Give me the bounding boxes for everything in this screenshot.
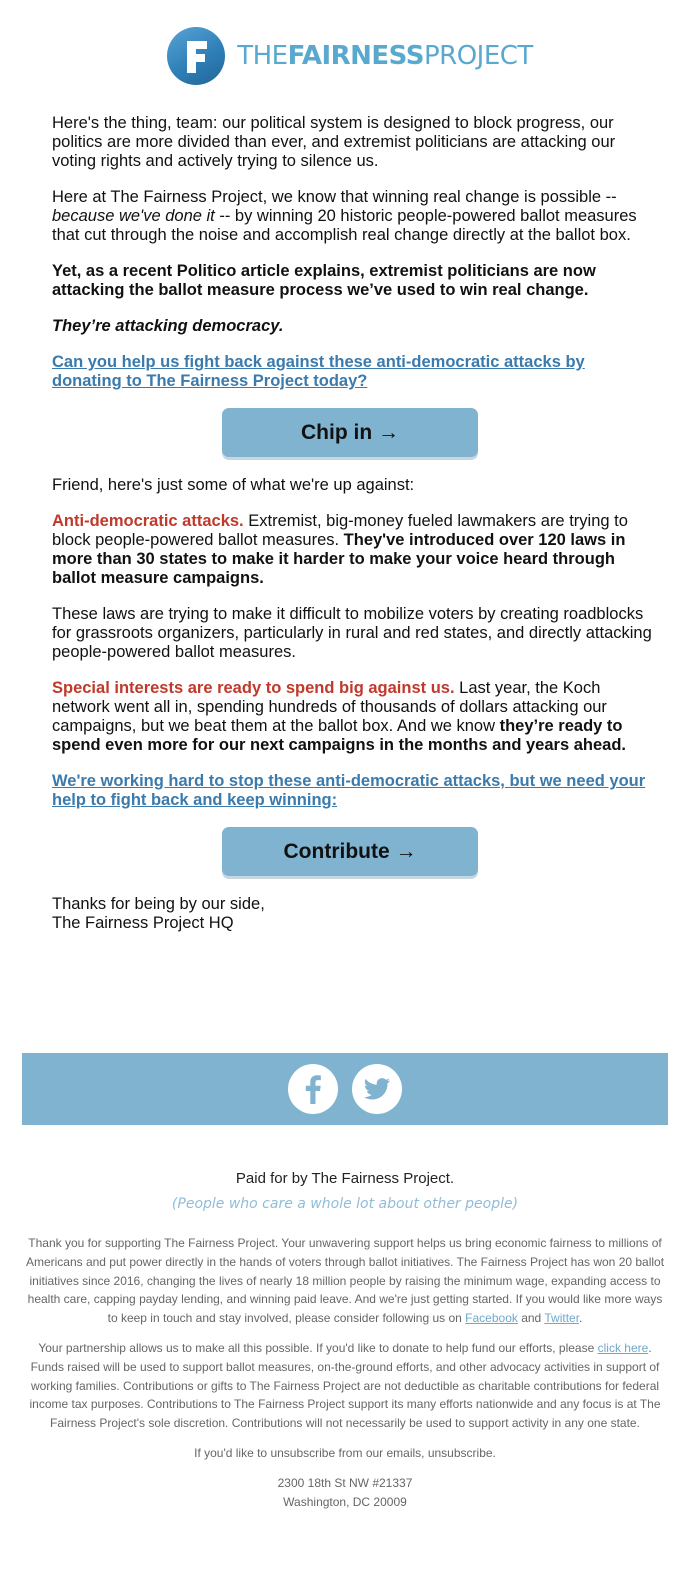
working-hard-paragraph [52, 772, 652, 810]
facebook-link[interactable]: Facebook [465, 1311, 518, 1326]
email-header [0, 0, 700, 112]
chip-in-button[interactable]: Chip in → [222, 408, 478, 457]
chip-in-wrap [0, 408, 700, 457]
up-against-paragraph: Friend, here's just some of what we're up against: [52, 476, 415, 494]
working-hard-link[interactable]: We're working hard to stop these anti-democratic attacks, but we need your help to fight back and keep winning: [52, 772, 646, 809]
twitter-icon [352, 1064, 402, 1114]
thank-you-paragraph: Thank you for supporting The Fairness Project. Your unwavering support helps us bring economic fairness to millions of Americans and put power directly in the hands of voters through ballot initiatives. The Fairness Project has won 20 ballot initiatives since 2016, changing the lives of nearly 18 million people by raising the minimum wage, expanding access to health care, capping payday lending, and winning paid leave. And we're just getting started. If you would like more ways to keep in touch and stay involved, please consider following us on Facebook and Twitter. [25, 1236, 665, 1326]
facebook-icon [288, 1064, 338, 1114]
logo-wordmark: THEFAIRNESSPROJECT [237, 41, 533, 71]
social-bar [22, 1053, 668, 1125]
twitter-link[interactable]: Twitter [544, 1311, 580, 1326]
attacking-democracy-text: They’re attacking democracy. [52, 317, 284, 335]
fairness-project-logo[interactable] [167, 27, 533, 85]
politico-paragraph: Yet, as a recent Politico article explains, extremist politicians are now attacking the ballot measure process we’ve used to win real change. [52, 262, 596, 299]
facebook-button[interactable] [288, 1064, 338, 1114]
logo-badge [167, 27, 225, 85]
fairness-paragraph: Here at The Fairness Project, we know that winning real change is possible -- because we've done it -- by winning 20 historic people-powered ballot measures that cut through the noise and accomplish real change directly at the ballot box. [52, 188, 637, 244]
donate-link-paragraph [52, 353, 652, 391]
mailing-address: 2300 18th St NW #21337 Washington, DC 20009 [277, 1475, 413, 1509]
twitter-button[interactable] [352, 1064, 402, 1114]
email-body [52, 114, 652, 950]
intro-paragraph: Here's the thing, team: our political system is designed to block progress, our politics are more divided than ever, and extremist politicians are attacking our voting rights and actively trying to silence us. [52, 114, 616, 170]
paid-for-text: Paid for by The Fairness Project. [235, 1170, 455, 1187]
contribute-button[interactable]: Contribute → [222, 827, 478, 876]
partnership-paragraph: Your partnership allows us to make all this possible. If you'd like to donate to help fund our efforts, please click here. Funds raised will be used to support ballot measures, on-the-ground efforts, and other advocacy activities in support of working families. Contributions or gifts to The Fairness Project are not deductible as charitable contributions for federal income tax purposes. Contributions to The Fairness Project support its many efforts nationwide and any focus is at The Fairness Project's sole discretion. Contributions will not necessarily be used to support activity in any one state. [29, 1340, 661, 1431]
laws-paragraph: These laws are trying to make it difficult to mobilize voters by creating roadblocks for grassroots organizers, particularly in rural and red states, and directly attacking people-powered ballot measures. [52, 605, 652, 661]
donate-link[interactable]: Can you help us fight back against these anti-democratic attacks by donating to The Fairness Project today? [52, 353, 585, 390]
email-footer [22, 1170, 668, 1511]
anti-democratic-paragraph: Anti-democratic attacks. Extremist, big-money fueled lawmakers are trying to block people-powered ballot measures. They've introduced over 120 laws in more than 30 states to make it harder to make your voice heard through ballot measure campaigns. [52, 512, 628, 587]
logo-f-icon [167, 27, 225, 85]
special-interests-paragraph: Special interests are ready to spend big against us. Last year, the Koch network went all in, spending hundreds of thousands of dollars attacking our campaigns, but we beat them at the ballot box. And we know they’re ready to spend even more for our next campaigns in the months and years ahead. [52, 679, 626, 754]
contribute-wrap [0, 827, 700, 876]
unsubscribe-text[interactable]: If you'd like to unsubscribe from our emails, unsubscribe. [194, 1445, 496, 1460]
click-here-link[interactable]: click here [597, 1340, 649, 1355]
tagline: (People who care a whole lot about other people) [171, 1196, 519, 1212]
signoff: Thanks for being by our side, The Fairness Project HQ [52, 895, 265, 932]
